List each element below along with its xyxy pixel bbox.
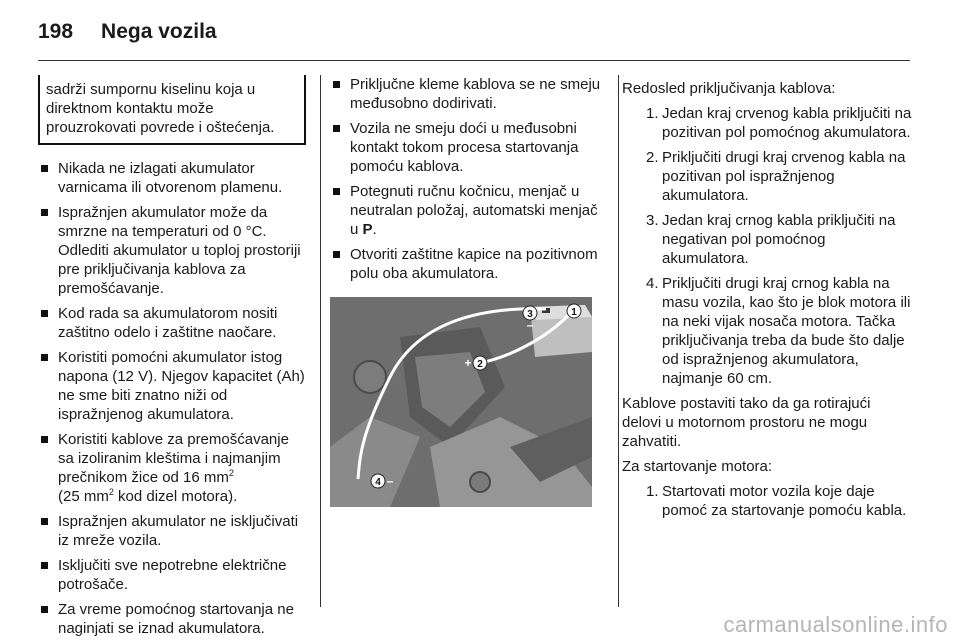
preparation-list (330, 75, 605, 283)
column-divider-2 (618, 75, 619, 607)
callout-2-label: 2 (477, 359, 483, 370)
warning-box: sadrži sumpornu kiselinu koja u direktnom kontaktu može prouzrokovati povrede i oštećenja. (38, 75, 306, 145)
page-header (38, 20, 217, 44)
step-item: 3. Jedan kraj crnog kabla priključiti na negativan pol pomoćnog akumulatora. (646, 212, 896, 267)
callout-4-label: 4 (375, 477, 381, 488)
column-3 (622, 75, 912, 526)
column-1 (38, 75, 306, 644)
precautions-list (38, 159, 306, 638)
callout-4-minus: – (386, 474, 394, 488)
list-item: Isključiti sve nepotrebne električne potrošače. (38, 556, 306, 594)
list-item: Koristiti pomoćni akumulator istog napona (12 V). Njegov kapacitet (Ah) ne sme biti znatno niži od ispražnjenog akumulatora. (38, 348, 306, 424)
sequence-intro: Redosled priključivanja kablova: (622, 80, 836, 97)
page-number: 198 (38, 20, 74, 43)
column-2 (330, 75, 605, 507)
bullet-square-icon (41, 562, 48, 569)
header-divider (38, 60, 910, 61)
start-steps (622, 482, 912, 520)
list-item: Nikada ne izlagati akumulator varnicama ili otvorenom plamenu. (38, 159, 306, 197)
bullet-square-icon (41, 165, 48, 172)
page-title: Nega vozila (101, 20, 217, 43)
list-item: Ispražnjen akumulator ne isključivati iz mreže vozila. (38, 512, 306, 550)
column-divider-1 (320, 75, 321, 607)
list-item: Kod rada sa akumulatorom nositi zaštitno odelo i zaštitne naočare. (38, 304, 306, 342)
bullet-square-icon (333, 251, 340, 258)
callout-1-label: 1 (571, 307, 577, 318)
bullet-square-icon (41, 354, 48, 361)
list-item-gear: Potegnuti ručnu kočnicu, menjač u neutralan položaj, automatski menjač u P. (330, 182, 605, 239)
list-item-cable-gauge: Koristiti kablove za premošćavanje sa izoliranim kleštima i najmanjim prečnikom žice od 16 $mm^2$ (25 $mm^2$ kod dizel motora). (38, 430, 306, 506)
list-item: Otvoriti zaštitne kapice na pozitivnom polu oba akumulatora. (330, 245, 605, 283)
cable-routing-note: Kablove postaviti tako da ga rotirajući delovi u motornom prostoru ne mogu zahvatiti. (622, 395, 871, 450)
bullet-square-icon (333, 125, 340, 132)
list-item: Za vreme pomoćnog startovanja ne naginjati se iznad akumulatora. (38, 600, 306, 638)
callout-2-plus: + (464, 356, 472, 370)
list-item: Priključne kleme kablova se ne smeju međusobno dodirivati. (330, 75, 605, 113)
start-heading: Za startovanje motora: (622, 458, 773, 475)
connection-steps (622, 104, 912, 388)
callout-3-label: 3 (527, 309, 533, 320)
list-item: Ispražnjen akumulator može da smrzne na temperaturi od 0 °C. Odlediti akumulator u toploj prostoriji pre priključivanja kablova za premošćavanje. (38, 203, 306, 298)
bullet-square-icon (41, 310, 48, 317)
bullet-square-icon (41, 606, 48, 613)
bullet-square-icon (41, 518, 48, 525)
jump-start-illustration (330, 297, 592, 507)
callout-3-minus: – (526, 318, 534, 332)
bullet-square-icon (41, 436, 48, 443)
step-item: 1. Startovati motor vozila koje daje pomoć za startovanje pomoću kabla. (646, 483, 907, 519)
engine-pulley (470, 472, 490, 492)
list-item: Vozila ne smeju doći u međusobni kontakt tokom procesa startovanja pomoću kablova. (330, 119, 605, 176)
step-item: 4. Priključiti drugi kraj crnog kabla na masu vozila, kao što je blok motora ili na neki vijak nosača motora. Tačka priključivanja treba da bude što dalje od ispražnjenog akumulatora, najmanje 60 cm. (646, 275, 911, 387)
bullet-square-icon (333, 81, 340, 88)
watermark: carmanualsonline.info (723, 612, 948, 637)
engine-reservoir (354, 361, 386, 393)
bullet-square-icon (41, 209, 48, 216)
step-item: 1. Jedan kraj crvenog kabla priključiti na pozitivan pol pomoćnog akumulatora. (646, 105, 912, 141)
bullet-square-icon (333, 188, 340, 195)
step-item: 2. Priključiti drugi kraj crvenog kabla na pozitivan pol ispražnjenog akumulatora. (646, 149, 906, 204)
